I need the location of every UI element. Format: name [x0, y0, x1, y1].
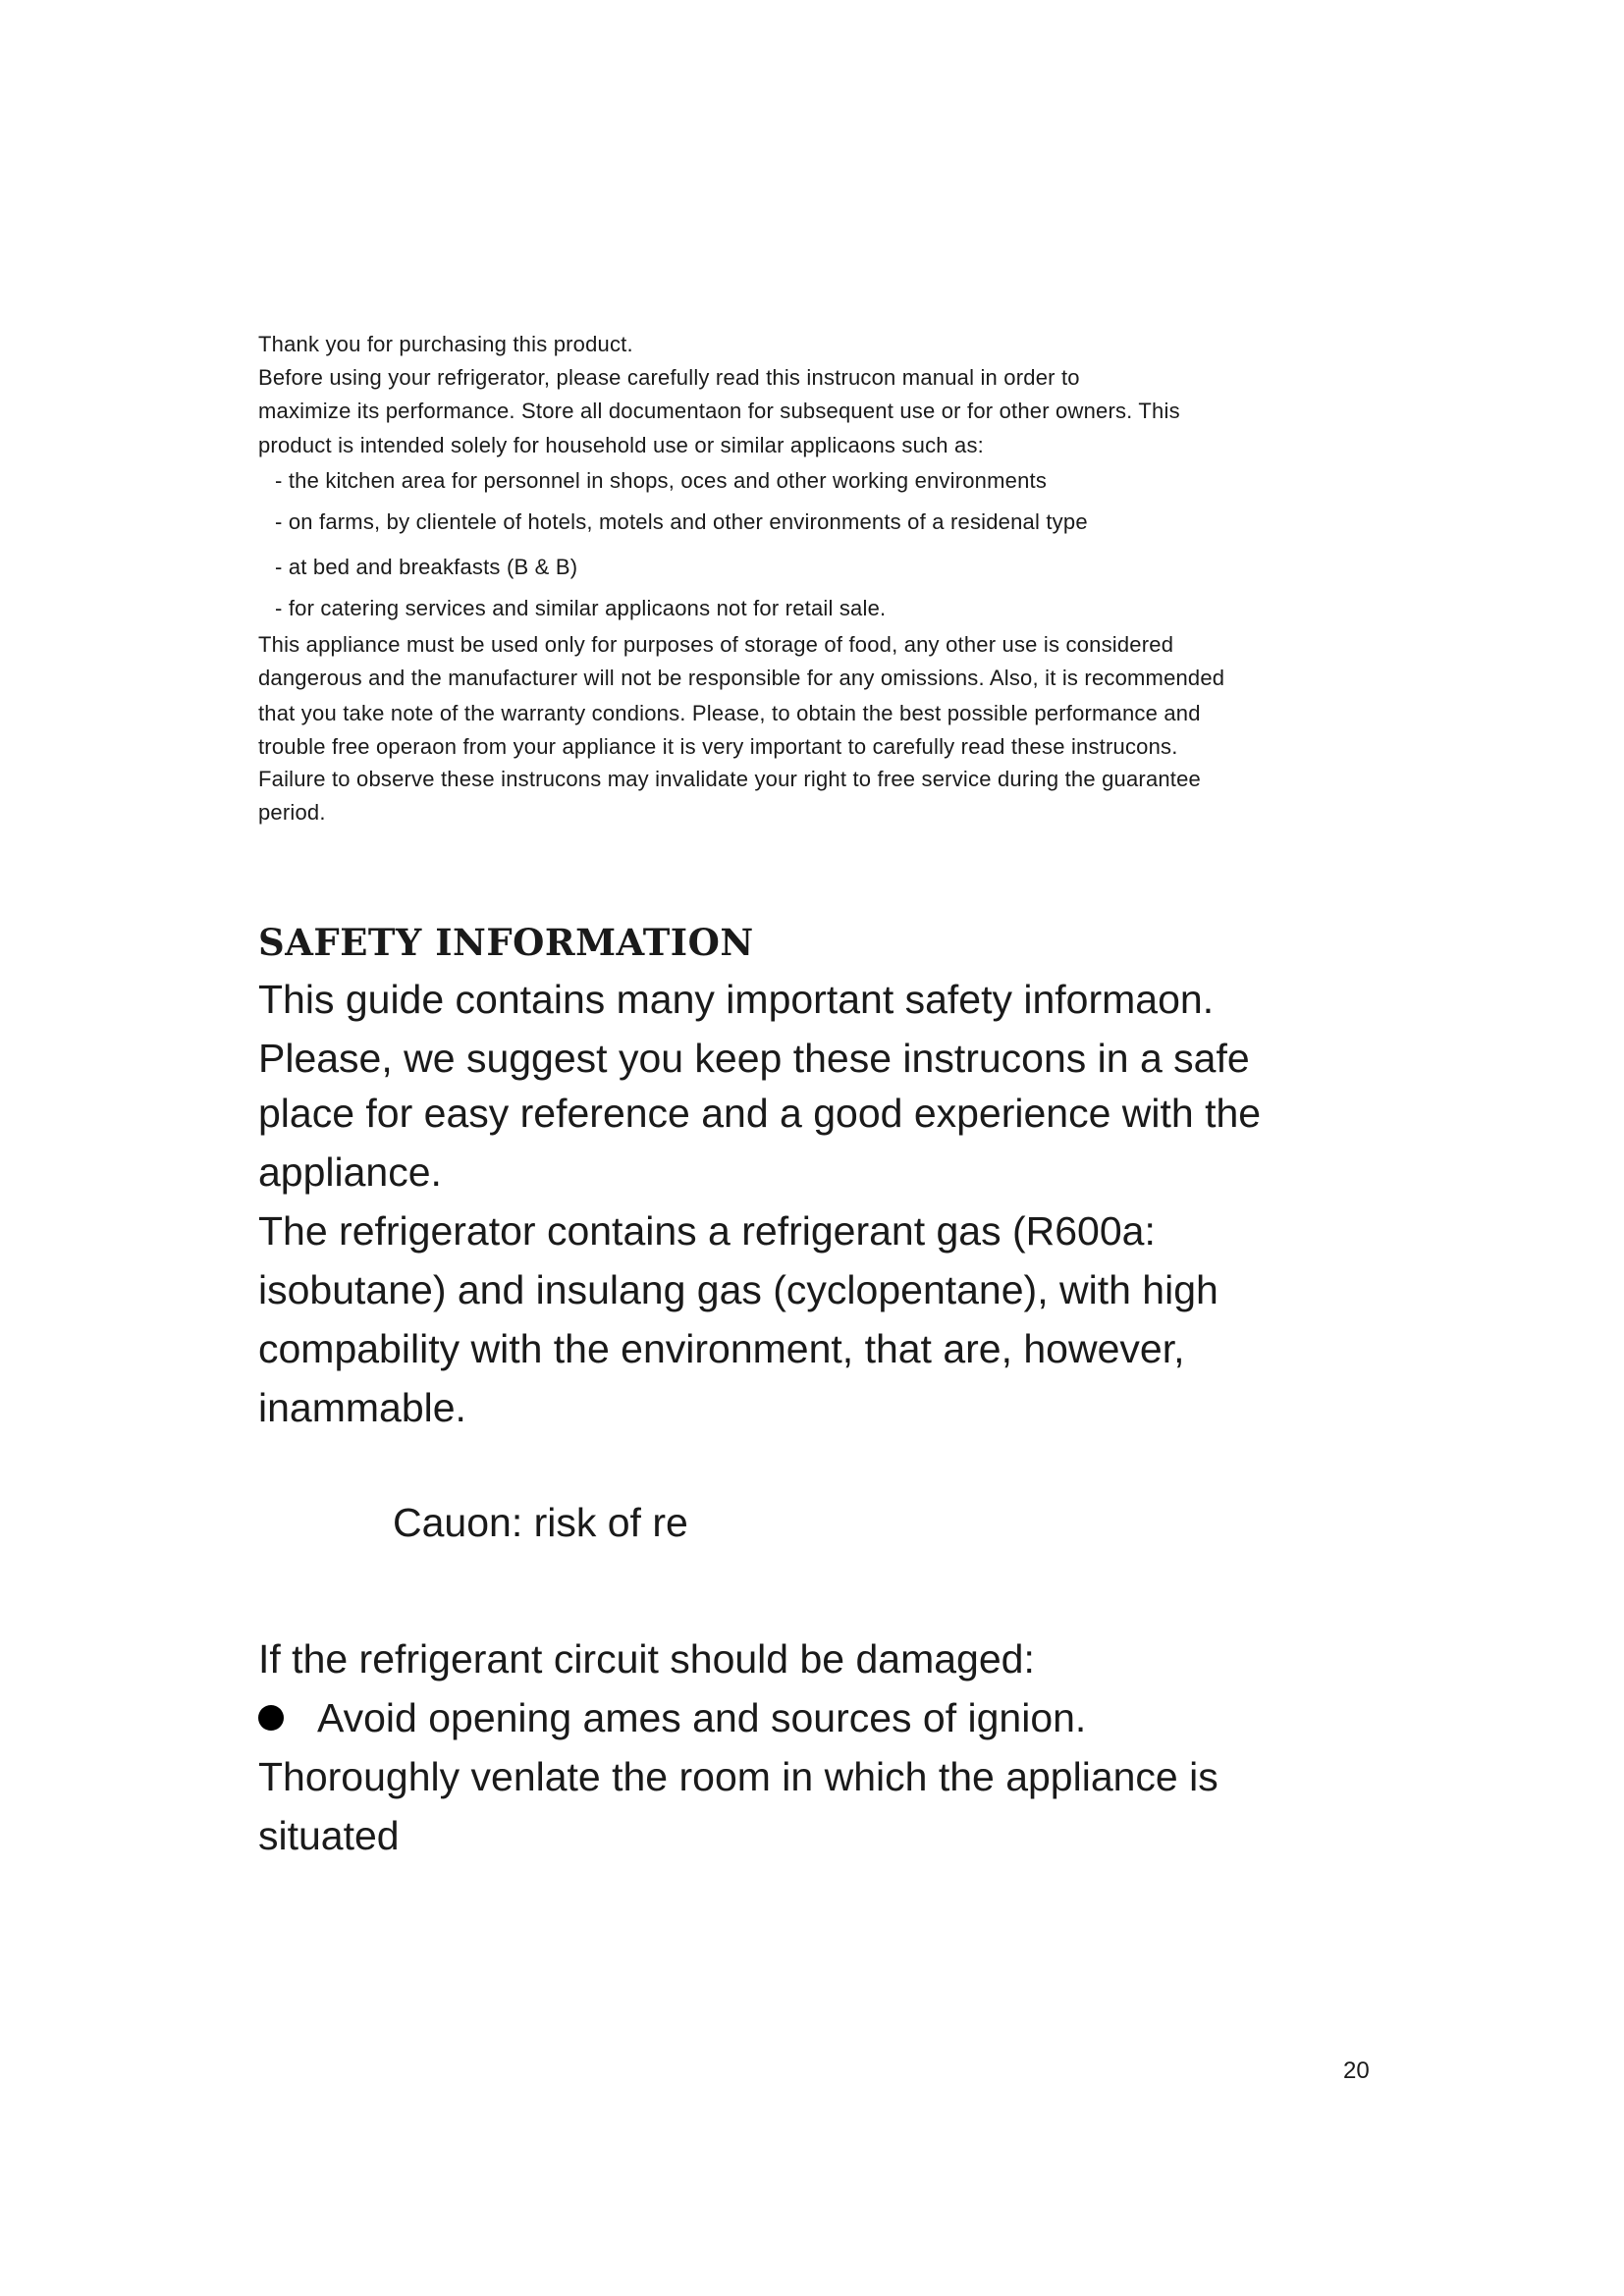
intro-line-2: Before using your refrigerator, please carefully read this instrucon manual in order to — [258, 365, 1080, 390]
bullet-icon — [258, 1705, 284, 1731]
usage-list-item: - on farms, by clientele of hotels, motels and other environments of a residenal type — [275, 509, 1088, 534]
storage-line: that you take note of the warranty condions. Please, to obtain the best possible performance and — [258, 701, 1201, 725]
storage-line: trouble free operaon from your appliance it is very important to carefully read these instrucons. — [258, 734, 1178, 759]
safety-line: The refrigerator contains a refrigerant gas (R600a: — [258, 1208, 1156, 1254]
intro-line-4: product is intended solely for household use or similar applicaons such as: — [258, 433, 984, 457]
safety-line: inammable. — [258, 1385, 466, 1430]
safety-line: Please, we suggest you keep these instrucons in a safe — [258, 1036, 1250, 1081]
ventilate-line: Thoroughly venlate the room in which the appliance is — [258, 1754, 1218, 1799]
usage-list-item: - for catering services and similar applicaons not for retail sale. — [275, 596, 887, 620]
storage-line: Failure to observe these instrucons may invalidate your right to free service during the guarantee — [258, 767, 1201, 791]
page-number: 20 — [1343, 2057, 1370, 2084]
bullet-item — [258, 1688, 1086, 1747]
ventilate-line: situated — [258, 1813, 400, 1858]
safety-line: place for easy reference and a good experience with the — [258, 1091, 1262, 1136]
storage-line: This appliance must be used only for purposes of storage of food, any other use is considered — [258, 632, 1174, 657]
intro-line-1: Thank you for purchasing this product. — [258, 332, 633, 356]
caution-text: Cauon: risk of re — [393, 1500, 688, 1545]
safety-line: appliance. — [258, 1149, 442, 1195]
intro-line-3: maximize its performance. Store all documentaon for subsequent use or for other owners. This — [258, 399, 1180, 423]
safety-line: isobutane) and insulang gas (cyclopentane), with high — [258, 1267, 1218, 1312]
usage-list-item: - at bed and breakfasts (B & B) — [275, 555, 578, 579]
safety-heading: SAFETY INFORMATION — [258, 921, 754, 964]
safety-line: This guide contains many important safety informaon. — [258, 977, 1215, 1022]
bullet-text: Avoid opening ames and sources of ignion. — [317, 1695, 1087, 1740]
storage-line: dangerous and the manufacturer will not be responsible for any omissions. Also, it is recommended — [258, 666, 1225, 690]
circuit-damaged-line: If the refrigerant circuit should be damaged: — [258, 1636, 1035, 1682]
usage-list-item: - the kitchen area for personnel in shops, oces and other working environments — [275, 468, 1048, 493]
storage-line: period. — [258, 800, 326, 825]
safety-line: compability with the environment, that are, however, — [258, 1326, 1185, 1371]
